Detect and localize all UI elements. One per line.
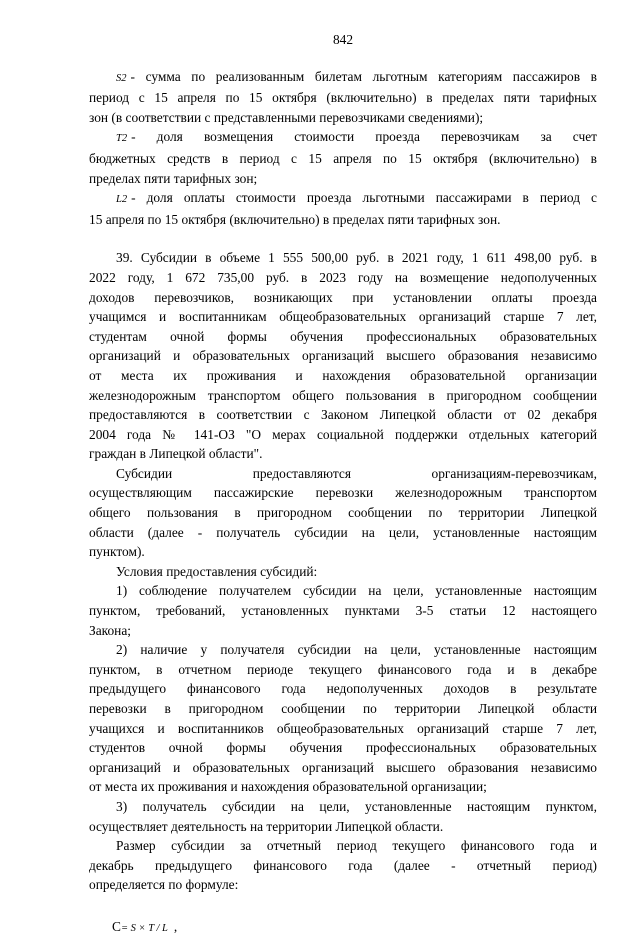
page-number: 842 bbox=[332, 32, 354, 47]
paragraph-size: Размер субсидии за отчетный период текущего финансового года и декабрь предыдущего финансового года (далее - отчетный период) определяется по формуле: bbox=[89, 838, 597, 893]
definition-s2: S2 - сумма по реализованным билетам льготным категориям пассажиров в период с 15 апреля по 15 октября (включительно) в пределах пяти тарифных зон (в соответствии с представленными перевозчиками сведениями); bbox=[89, 68, 597, 125]
paragraph-recipients: Субсидии предоставляются организациям-перевозчикам, осуществляющим пассажирские перевозки железнодорожным транспортом общего пользования в пригородном сообщении по территории Липецкой области (далее - получатель субсидии на цели, установленные настоящим пунктом). bbox=[89, 465, 597, 560]
definition-l2: L2 - доля оплаты стоимости проезда льготными пассажирами в период с 15 апреля по 15 октября (включительно) в пределах пяти тарифных зон. bbox=[89, 190, 597, 227]
formula: C= S × T / L , bbox=[112, 918, 178, 934]
condition-3: 3) получатель субсидии на цели, установленные настоящим пунктом, осуществляет деятельность на территории Липецкой области. bbox=[89, 798, 597, 834]
definition-t2: T2 - доля возмещения стоимости проезда перевозчикам за счет бюджетных средств в период с 15 апреля по 15 октября (включительно) в пределах пяти тарифных зон; bbox=[89, 129, 597, 186]
paragraph-39: 39. Субсидии в объеме 1 555 500,00 руб. в 2021 году, 1 611 498,00 руб. в 2022 году, 1 672 735,00 руб. в 2023 году на возмещение недополученных доходов перевозчиков, возникающих при установлении оплаты проезда учащимся и воспитанникам общеобразовательных организаций старше 7 лет, студентам очной формы обучения профессиональных образовательных организаций и образовательных организаций высшего образования независимо от места их проживания и нахождения образовательной организации железнодорожным транспортом общего пользования в пригородном сообщении предоставляются в соответствии с Законом Липецкой области от 02 декабря 2004 года № 141-ОЗ "О мерах социальной поддержки отдельных категорий граждан в Липецкой области". bbox=[89, 250, 597, 462]
variable-s2: S2 bbox=[116, 72, 127, 84]
variable-t2: T2 bbox=[116, 133, 128, 145]
conditions-heading: Условия предоставления субсидий: bbox=[116, 563, 318, 579]
formula-expression: = S × T / L bbox=[120, 922, 168, 934]
formula-result: C bbox=[112, 918, 121, 934]
document-page bbox=[89, 30, 597, 939]
condition-1: 1) соблюдение получателем субсидии на цели, установленные настоящим пунктом, требований, установленных пунктами 3-5 статьи 12 настоящего Закона; bbox=[89, 583, 597, 638]
variable-l2: L2 bbox=[116, 194, 128, 206]
condition-2: 2) наличие у получателя субсидии на цели, установленные настоящим пунктом, в отчетном периоде текущего финансового года и в декабре предыдущего финансового года недополученных доходов в результате перевозки в пригородном сообщении по территории Липецкой области учащихся и воспитанников общеобразовательных организаций старше 7 лет, студентов очной формы обучения профессиональных образовательных организаций и образовательных организаций высшего образования независимо от места их проживания и нахождения образовательной организации; bbox=[89, 642, 597, 795]
